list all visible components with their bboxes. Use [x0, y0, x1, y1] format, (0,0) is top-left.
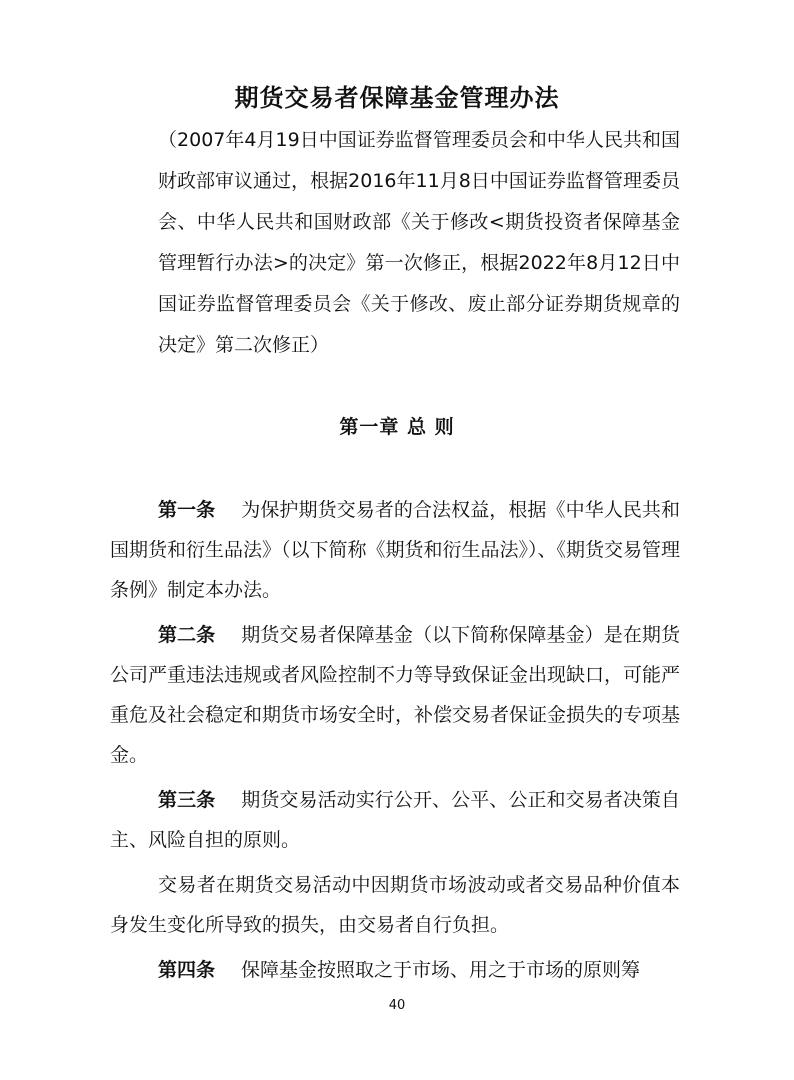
document-preamble	[110, 120, 680, 366]
article-text: 期货交易活动实行公开、公平、公正和交易者决策自主、风险自担的原则。	[110, 789, 680, 851]
article-2	[110, 615, 680, 775]
article-3	[110, 780, 680, 860]
document-body	[110, 490, 680, 995]
article-text: 期货交易者保障基金（以下简称保障基金）是在期货公司严重违法违规或者风险控制不力等导致保证金出现缺口，可能严重危及社会稳定和期货市场安全时，补偿交易者保证金损失的专项基金。	[110, 624, 681, 766]
preamble-text: （2007年4月19日中国证券监督管理委员会和中华人民共和国财政部审议通过，根据2016年11月8日中国证券监督管理委员会、中华人民共和国财政部《关于修改<期货投资者保障基金管理暂行办法>的决定》第一次修正，根据2022年8月12日中国证券监督管理委员会《关于修改、废止部分证券期货规章的决定》第二次修正）	[158, 129, 680, 356]
article-number: 第一条	[158, 499, 216, 521]
article-text: 交易者在期货交易活动中因期货市场波动或者交易品种价值本身发生变化所导致的损失，由交易者自行负担。	[110, 874, 680, 936]
article-4	[110, 950, 680, 990]
article-3-paragraph-2	[110, 865, 680, 945]
article-text: 保障基金按照取之于市场、用之于市场的原则筹	[241, 959, 641, 981]
document-title: 期货交易者保障基金管理办法	[234, 84, 560, 112]
article-number: 第三条	[158, 789, 216, 811]
article-number: 第四条	[158, 959, 216, 981]
article-number: 第二条	[158, 624, 216, 646]
page-number: 40	[388, 998, 406, 1013]
article-text: 为保护期货交易者的合法权益，根据《中华人民共和国期货和衍生品法》（以下简称《期货和衍生品法》）、《期货交易管理条例》制定本办法。	[110, 499, 681, 601]
article-1	[110, 490, 680, 610]
chapter-title: 第一章 总 则	[339, 416, 455, 438]
